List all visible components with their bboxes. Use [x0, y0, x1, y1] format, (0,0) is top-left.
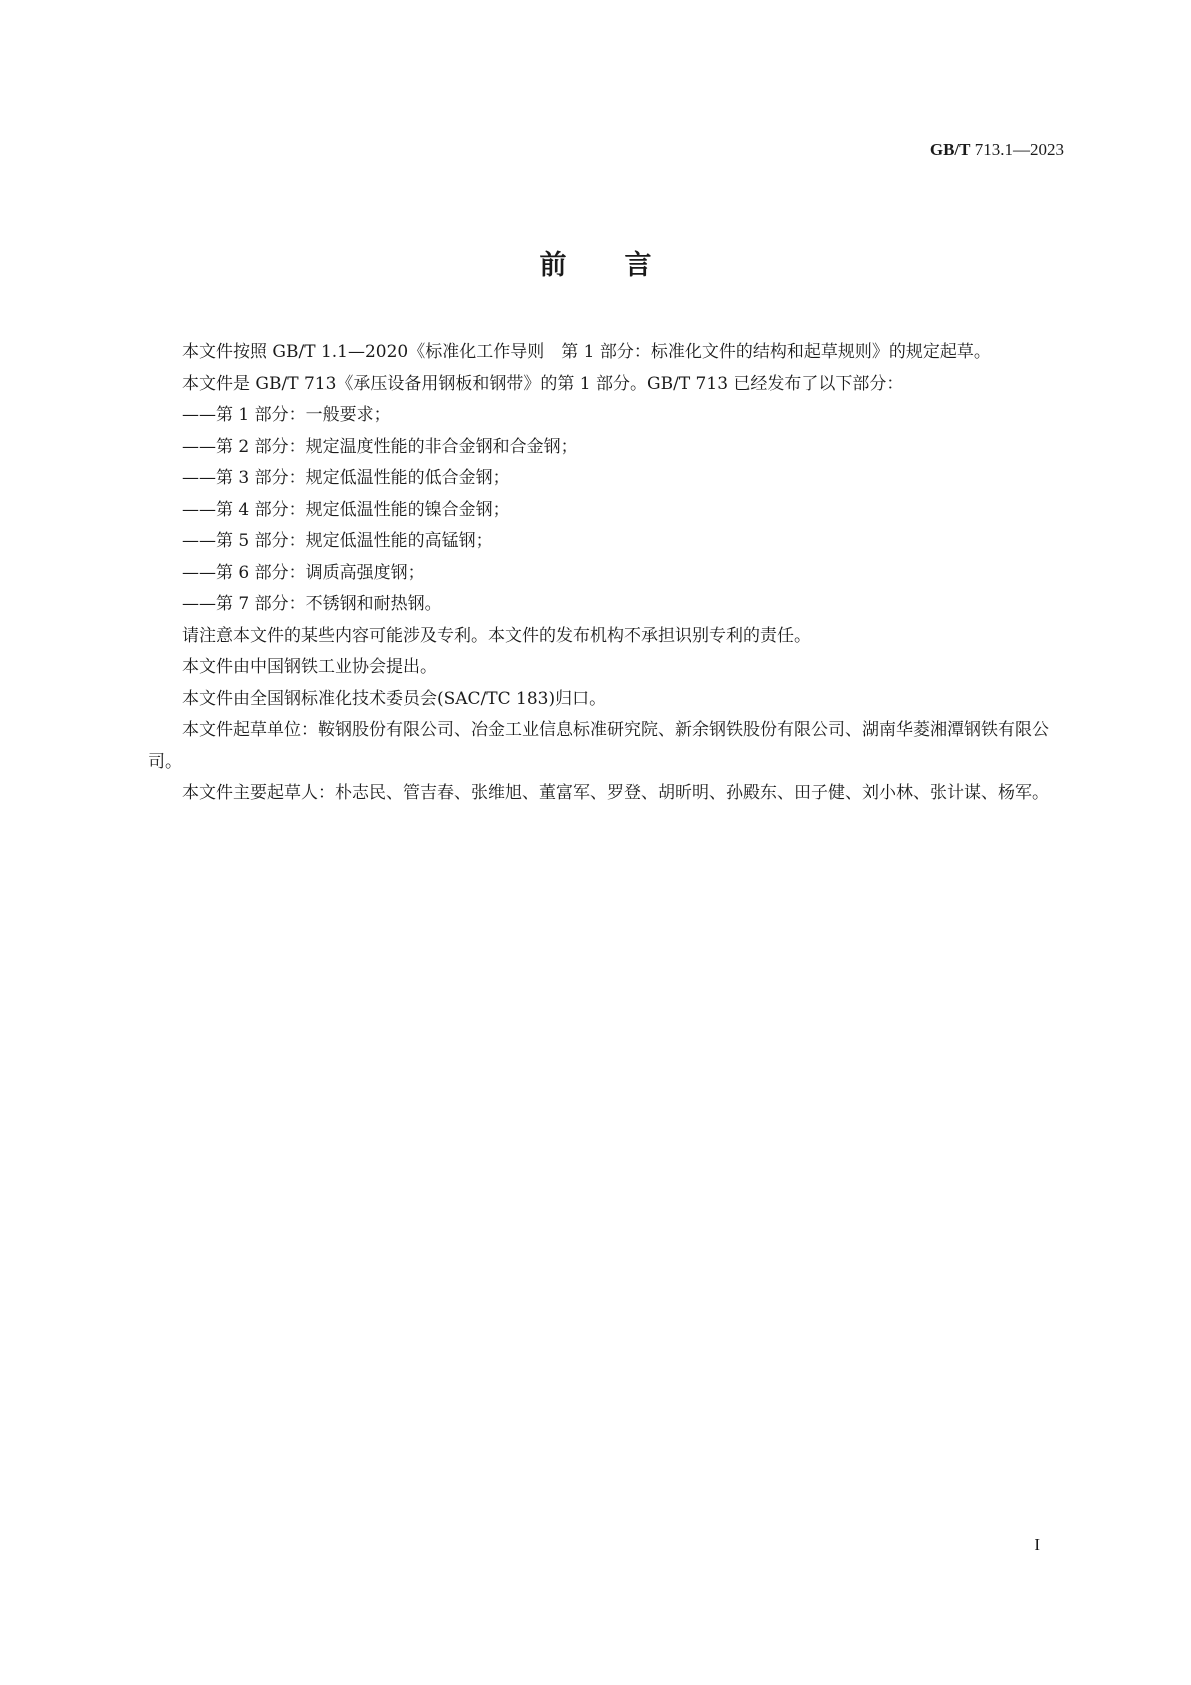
list-item-part-1: ——第 1 部分：一般要求；	[182, 405, 391, 425]
list-item-part-7: ——第 7 部分：不锈钢和耐热钢。	[182, 594, 442, 614]
paragraph-patent-notice: 请注意本文件的某些内容可能涉及专利。本文件的发布机构不承担识别专利的责任。	[182, 625, 811, 646]
document-code-prefix: GB/T	[929, 140, 971, 159]
paragraph-drafters: 本文件主要起草人：朴志民、管吉春、张维旭、董富军、罗登、胡昕明、孙殿东、田子健、刘小林、张计谋、杨军。	[182, 783, 1049, 803]
list-item-part-6: ——第 6 部分：调质高强度钢；	[182, 562, 425, 583]
document-code	[930, 140, 1064, 160]
list-item-part-2: ——第 2 部分：规定温度性能的非合金钢和合金钢；	[182, 436, 578, 457]
paragraph-drafting-units: 本文件起草单位：鞍钢股份有限公司、冶金工业信息标准研究院、新余钢铁股份有限公司、湖南华菱湘潭钢铁有限公司。	[148, 720, 1049, 772]
paragraph-committee: 本文件由全国钢标准化技术委员会(SAC/TC 183)归口。	[182, 688, 607, 709]
paragraph-drafting-rules: 本文件按照 GB/T 1.1—2020《标准化工作导则 第 1 部分：标准化文件的结构和起草规则》的规定起草。	[182, 342, 991, 362]
page-number: I	[1034, 1535, 1040, 1554]
page-title: 前言	[539, 250, 710, 281]
document-code-number: 713.1—2023	[970, 140, 1064, 159]
list-item-part-3: ——第 3 部分：规定低温性能的低合金钢；	[182, 468, 510, 488]
paragraph-proposer: 本文件由中国钢铁工业协会提出。	[182, 657, 437, 677]
paragraph-part-intro: 本文件是 GB/T 713《承压设备用钢板和钢带》的第 1 部分。GB/T 713 已经发布了以下部分：	[182, 373, 904, 394]
list-item-part-4: ——第 4 部分：规定低温性能的镍合金钢；	[182, 499, 510, 520]
foreword-body	[148, 337, 1064, 810]
list-item-part-5: ——第 5 部分：规定低温性能的高锰钢；	[182, 531, 493, 551]
